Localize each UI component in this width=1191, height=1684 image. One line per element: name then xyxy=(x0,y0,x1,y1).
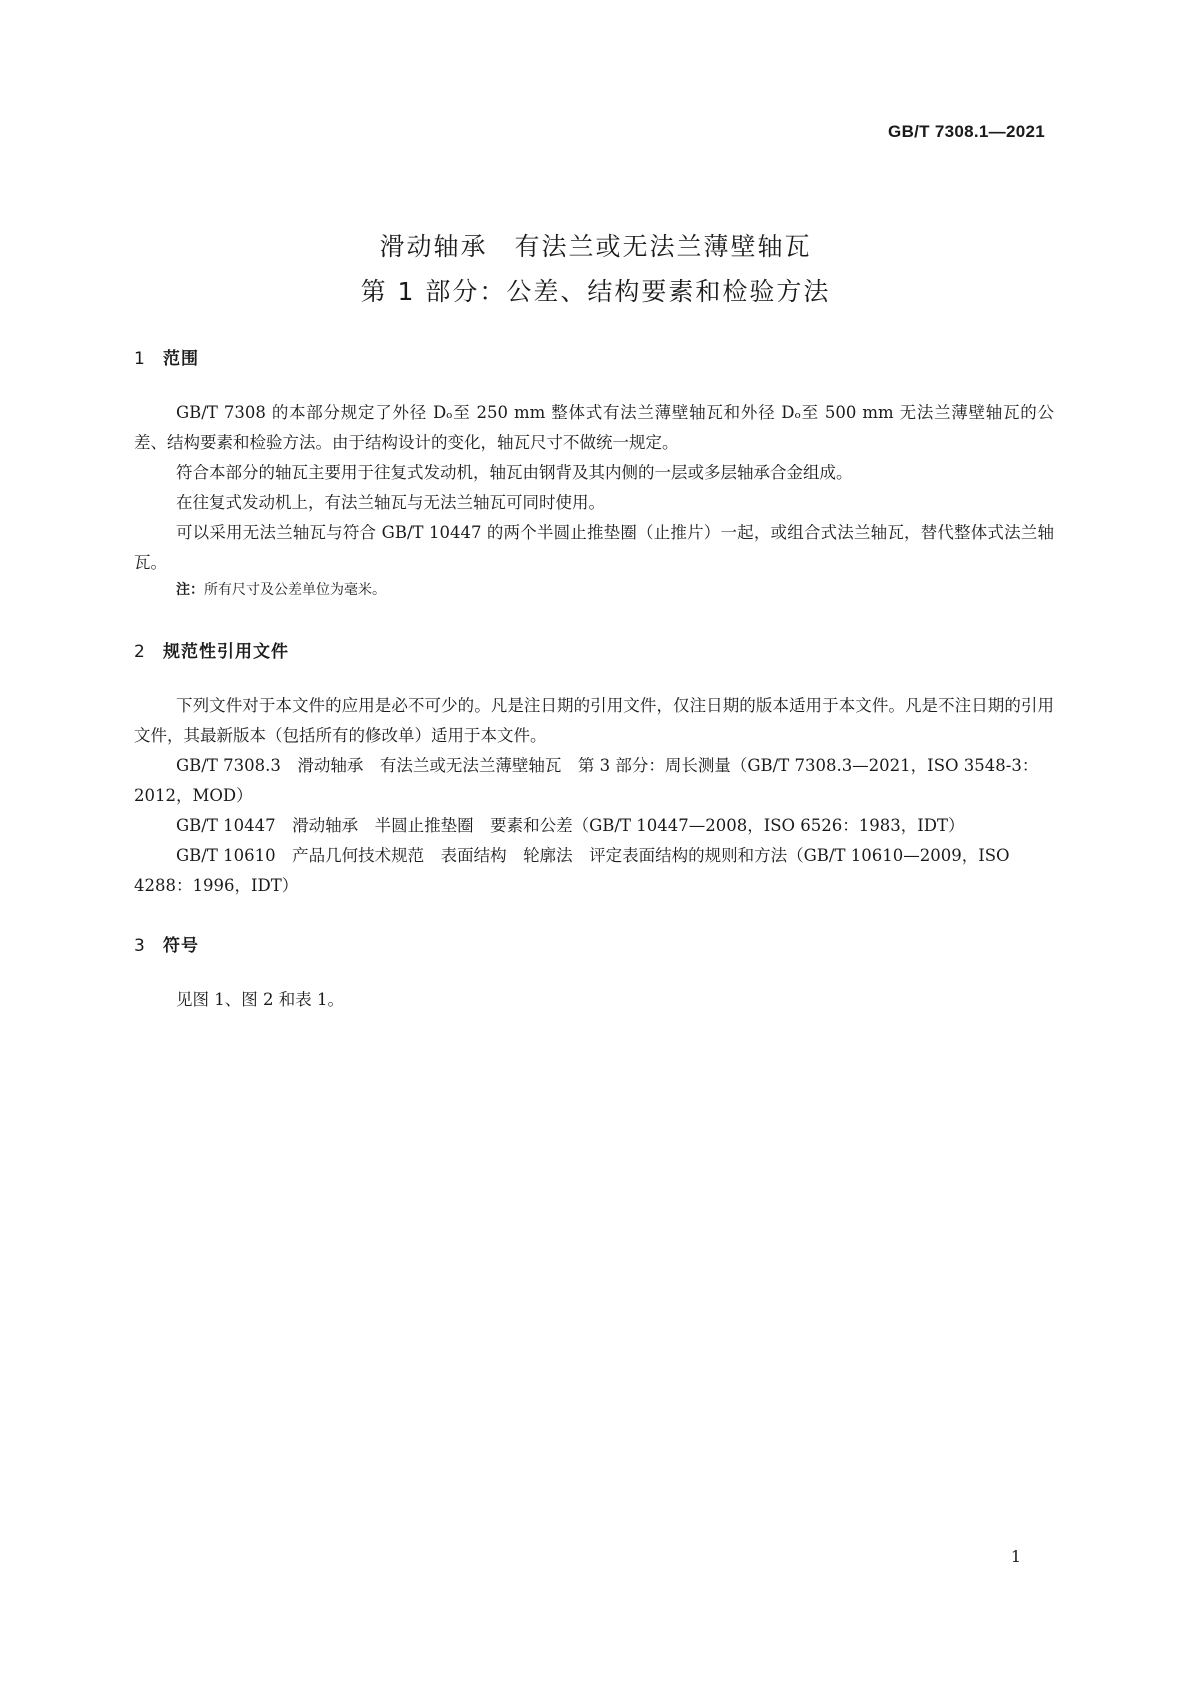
paragraph: 符合本部分的轴瓦主要用于往复式发动机，轴瓦由钢背及其内侧的一层或多层轴承合金组成。 xyxy=(176,463,853,482)
section-number: 2 xyxy=(134,642,146,662)
page-number: 1 xyxy=(1010,1547,1021,1566)
paragraph: 下列文件对于本文件的应用是必不可少的。凡是注日期的引用文件，仅注日期的版本适用于本文件。凡是不注日期的引用文件，其最新版本（包括所有的修改单）适用于本文件。 xyxy=(134,696,1054,745)
paragraph: 见图 1、图 2 和表 1。 xyxy=(176,990,344,1009)
note-label: 注： xyxy=(176,582,204,598)
title-line-2: 第 1 部分：公差、结构要素和检验方法 xyxy=(360,277,831,306)
section-heading xyxy=(134,931,1054,956)
note-text: 所有尺寸及公差单位为毫米。 xyxy=(204,582,386,598)
section-title: 符号 xyxy=(163,936,199,956)
reference-item: GB/T 10610 产品几何技术规范 表面结构 轮廓法 评定表面结构的规则和方法（GB/T 10610—2009，ISO 4288：1996，IDT） xyxy=(134,846,1015,895)
section-normative-references xyxy=(134,637,1054,662)
document-title xyxy=(0,224,1191,314)
section-title: 范围 xyxy=(163,349,199,369)
standard-code: GB/T 7308.1—2021 xyxy=(888,122,1045,141)
note xyxy=(134,578,1054,602)
section-scope xyxy=(134,344,1054,369)
section-heading xyxy=(134,344,1054,369)
normative-references-body xyxy=(134,691,1054,901)
section-number: 1 xyxy=(134,349,146,369)
scope-body xyxy=(134,398,1054,602)
reference-item: GB/T 7308.3 滑动轴承 有法兰或无法兰薄壁轴瓦 第 3 部分：周长测量（GB/T 7308.3—2021，ISO 3548-3：2012，MOD） xyxy=(134,756,1039,805)
section-symbols xyxy=(134,931,1054,956)
section-heading xyxy=(134,637,1054,662)
paragraph: GB/T 7308 的本部分规定了外径 Dₒ至 250 mm 整体式有法兰薄壁轴瓦和外径 Dₒ至 500 mm 无法兰薄壁轴瓦的公差、结构要素和检验方法。由于结构设计的变化，轴瓦尺寸不做统一规定。 xyxy=(134,403,1054,452)
section-title: 规范性引用文件 xyxy=(163,642,289,662)
section-number: 3 xyxy=(134,936,146,956)
paragraph: 在往复式发动机上，有法兰轴瓦与无法兰轴瓦可同时使用。 xyxy=(176,493,605,512)
reference-item: GB/T 10447 滑动轴承 半圆止推垫圈 要素和公差（GB/T 10447—2008，ISO 6526：1983，IDT） xyxy=(176,816,965,835)
symbols-body xyxy=(134,985,1054,1015)
paragraph: 可以采用无法兰轴瓦与符合 GB/T 10447 的两个半圆止推垫圈（止推片）一起，或组合式法兰轴瓦，替代整体式法兰轴瓦。 xyxy=(134,523,1054,572)
title-line-1: 滑动轴承 有法兰或无法兰薄壁轴瓦 xyxy=(379,232,812,261)
